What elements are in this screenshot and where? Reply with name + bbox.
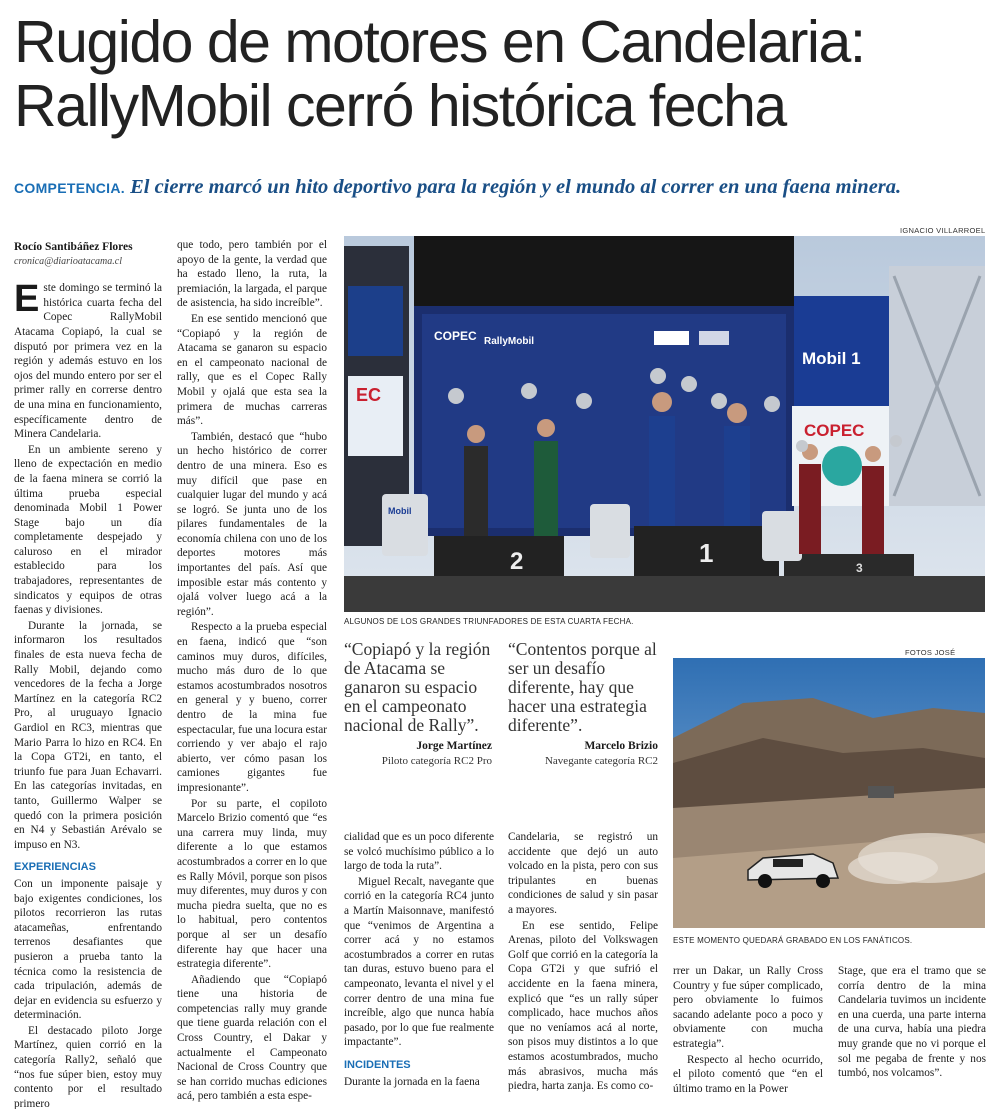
column-6 [838, 964, 986, 1082]
svg-text:EC: EC [356, 385, 382, 405]
svg-text:Mobil: Mobil [388, 506, 412, 516]
photo1-caption: ALGUNOS DE LOS GRANDES TRIUNFADORES DE ESTA CUARTA FECHA. [344, 617, 634, 626]
col2-paragraph-6: Añadiendo que “Copiapó tiene una historia de competencias rally muy grande que tiene guarda relación con el Cross Country, el Dakar y actualmente el Campeonato Nacional de Cross Country que se han corrido muchas ediciones acá, pero también a esta espe- [177, 973, 327, 1103]
svg-text:RallyMobil: RallyMobil [484, 336, 535, 347]
col2-paragraph-4: Respecto a la prueba especial en faena, indicó que “son caminos muy duros, difíciles, mucho más duro de lo que estamos acostumbrados nosotros en general y y bueno, correr dentro de la mina fue espectacular, fue una locura estar corriendo y ver abajo el rajo abierto, ver cómo pasan los camiones gigantes fue impresionante”. [177, 621, 327, 794]
photo2-caption: ESTE MOMENTO QUEDARÁ GRABADO EN LOS FANÁTICOS. [673, 936, 913, 945]
headline-line-2: RallyMobil cerró histórica fecha [14, 73, 786, 139]
col5-paragraph-2: Respecto al hecho ocurrido, el piloto comentó que “en el último tramo en la Power [673, 1053, 823, 1095]
subhead-experiencias: EXPERIENCIAS [14, 861, 96, 874]
col4-paragraph-1: Candelaria, se registró un accidente que dejó un auto volcado en la pista, pero con sus tripulantes en buenas condiciones de salud y sin pasar a mayores. [508, 831, 658, 916]
pull-quote-1: “Copiapó y la región de Atacama se ganaron su espacio en el campeonato nacional de Rally”. [344, 639, 491, 735]
col1-paragraph-5: El destacado piloto Jorge Martínez, quien corrió en la categoría Rally2, señaló que “nos fue súper bien, estoy muy contento por el resultado primero [14, 1024, 162, 1109]
column-1 [14, 240, 162, 1109]
photo1-credit: IGNACIO VILLARROEL [900, 226, 986, 235]
rally-car-illustration [673, 658, 985, 928]
col3-paragraph-3: Durante la jornada en la faena [344, 1075, 480, 1088]
byline-name: Rocío Santibáñez Flores [14, 241, 133, 253]
podium-illustration [344, 236, 985, 612]
svg-text:COPEC: COPEC [804, 421, 865, 440]
col1-paragraph-1: Este domingo se terminó la histórica cuarta fecha del Copec RallyMobil Atacama Copiapó, la cual se disputó por primera vez en la región y además estuvo en los ojos del mundo entero por ser el primer rally en correrse dentro de una mina en funcionamiento, específicamente dentro de Minera Candelaria. [14, 278, 162, 441]
quote2-name: Marcelo Brizio [584, 740, 658, 752]
col2-paragraph-5: Por su parte, el copiloto Marcelo Brizio comentó que “es una carrera muy linda, muy diferente a lo que estamos acostumbrados a correr en lo que es Rally Móvil, porque son pisos muy diferentes, muy duros y con mucha piedra suelta, que no es lo habitual, pero contentos porque al ser un desafío diferente hay que hacer una estrategia diferente”. [177, 797, 327, 971]
quote1-name: Jorge Martínez [416, 740, 492, 752]
deck-text: El cierre marcó un hito deportivo para la región y el mundo al correr en una faena minera. [130, 176, 902, 198]
quote2-role: Navegante categoría RC2 [544, 755, 658, 767]
col2-paragraph-1: que todo, pero también por el apoyo de la gente, la verdad que ha estado lleno, la ruta, la premiación, la largada, el parque de asistencia, ha sido increíble”. [177, 239, 327, 310]
headline [14, 10, 989, 138]
pull-quote-2: “Contentos porque al ser un desafío diferente, hay que hacer una estrategia diferente”. [508, 639, 657, 735]
col4-paragraph-2: En ese sentido, Felipe Arenas, piloto del Volkswagen Golf que corrió en la categoría la Copa GT2i y que sufrió el accidente en la faena minera, explicó que “es un rally súper complicado, hace muchos años que no veníamos acá al norte, son pisos muy distintos a lo que estamos acostumbrados, mucho más abrasivos, mucha más piedra, harta zanja. Es como co- [508, 919, 658, 1093]
photo2-credit: FOTOS JOSÉ [905, 648, 956, 657]
byline-email: cronica@diarioatacama.cl [14, 255, 122, 267]
svg-text:Mobil 1: Mobil 1 [802, 349, 861, 368]
col2-paragraph-2: En ese sentido mencionó que “Copiapó y la región de Atacama se ganaron su espacio en el campeonato nacional de rally, que es el Copec Rally Mobil y ojalá que esta sea la primera de muchas carreras más”. [177, 312, 327, 428]
svg-text:COPEC: COPEC [434, 329, 477, 343]
headline-line-1: Rugido de motores en Candelaria: [14, 9, 865, 75]
svg-text:3: 3 [856, 561, 863, 575]
col5-paragraph-1: rrer un Dakar, un Rally Cross Country y fue súper complicado, pero obviamente lo fuimos sacando adelante poco a poco y obviamente con mucha estrategia”. [673, 965, 823, 1050]
rally-car-photo [673, 658, 985, 928]
dropcap: E [14, 278, 40, 321]
col2-paragraph-3: También, destacó que “hubo un hecho histórico de correr dentro de una minera. Eso es muy difícil que pase en cualquier lugar del mundo y acá se logró. Se junta uno de los pilares fundamentales de la economía chilena con uno de los deportes motores más importantes del país. Así que imposible estar más contento y ojalá volver luego acá a la región”. [177, 430, 327, 618]
svg-text:2: 2 [510, 548, 524, 575]
column-2 [177, 238, 327, 1105]
deck [14, 174, 994, 201]
col1-paragraph-4: Con un imponente paisaje y bajo exigentes condiciones, los pilotos recorrieron las rutas atacameñas, enfrentando terrenos desafiantes que pusieron a prueba tanto la técnica como la resistencia de cada tripulación, además de dejar en evidencia su esfuerzo y determinación. [14, 877, 162, 1022]
col1-paragraph-2: En un ambiente sereno y lleno de expectación en medio de la faena minera se corrió la última prueba especial denominada Mobil 1 Power Stage bajo un día completamente despejado y caluroso en el mirador establecido para los trabajadores, representantes de sindicatos y equipos de otras faenas y divisiones. [14, 443, 162, 617]
col6-paragraph-1: Stage, que era el tramo que se corría dentro de la mina Candelaria tuvimos un incidente en una cuerda, una parte interna de una curva, había una piedra muy grande que no vi porque el sol me pegaba de frente y nos tumbó, nos volcamos”. [838, 965, 986, 1080]
column-4 [508, 830, 658, 1095]
col3-paragraph-2: Miguel Recalt, navegante que corrió en la categoría RC4 junto a Martín Maisonnave, manifestó que “venimos de Argentina a correr acá y no estamos acostumbrados a correr en rutas tan duras, estuvo bueno para el campeonato, levanta el nivel y el correr dentro de una mina fue increíble, algo que nunca había pasado, por lo que fue realmente impactante”. [344, 875, 494, 1049]
podium-photo [344, 236, 985, 612]
svg-text:1: 1 [699, 538, 714, 568]
deck-kicker: COMPETENCIA. [14, 180, 125, 196]
col1-paragraph-3: Durante la jornada, se informaron los resultados finales de esta nueva fecha de Rally Mobil, dejando como vencedores de la fecha a Jorge Martínez en la categoría RC2 Pro, al uruguayo Ignacio Gardiol en RC3, mientras que Mario Parra lo hizo en RC4. En la Copa GT2i, en tanto, el triunfo fue para Juan Echavarri. En las categorías invitadas, en tanto, Guillermo Walper se quedó con la primera posición en N4 y Sebastián Arévalo se impuso en N3. [14, 619, 162, 851]
quote1-role: Piloto categoría RC2 Pro [381, 755, 492, 767]
col3-paragraph-1: cialidad que es un poco diferente se volcó muchísimo público a lo largo de toda la ruta”. [344, 831, 494, 873]
subhead-incidentes: INCIDENTES [344, 1058, 411, 1071]
column-3 [344, 830, 494, 1090]
column-5 [673, 964, 823, 1097]
